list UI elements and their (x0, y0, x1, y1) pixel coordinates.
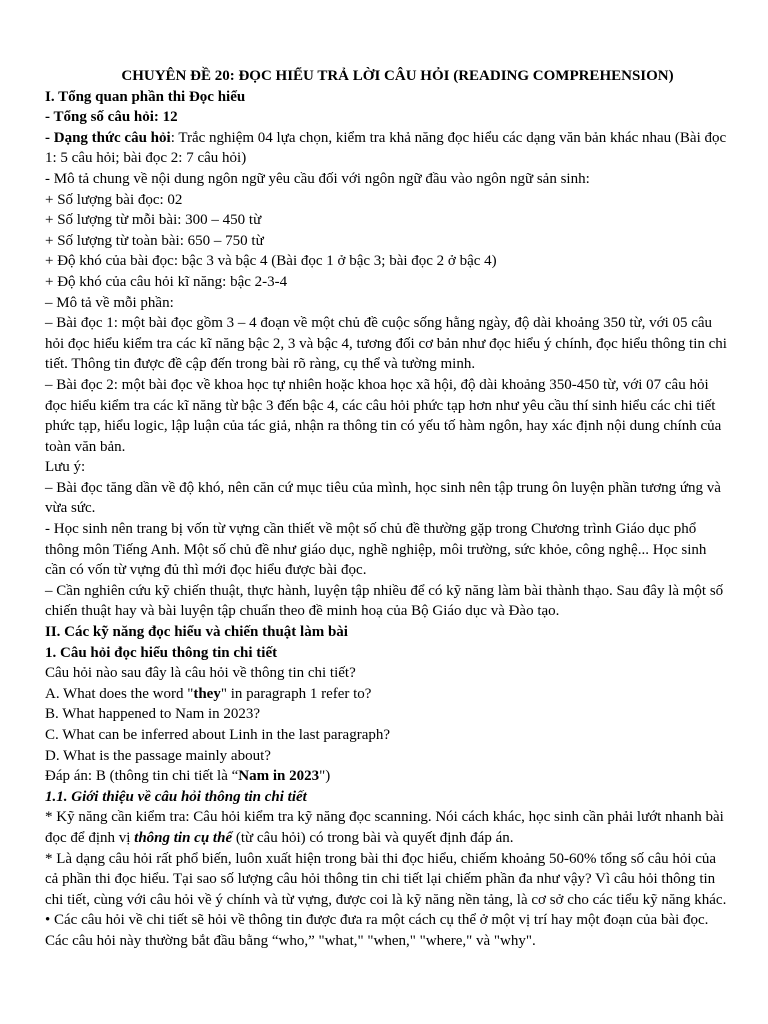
subsection-heading-intro: 1.1. Giới thiệu về câu hỏi thông tin chi tiết (45, 788, 307, 805)
question-type-paragraph (45, 128, 728, 169)
option-a-text: A. What does the word " (45, 685, 194, 702)
option-a (45, 684, 728, 705)
general-description: - Mô tả chung về nội dung ngôn ngữ yêu cầu đối với ngôn ngữ đầu vào ngôn ngữ sản sinh: (45, 170, 590, 187)
spec-item: + Độ khó của bài đọc: bậc 3 và bậc 4 (Bài đọc 1 ở bậc 3; bài đọc 2 ở bậc 4) (45, 253, 497, 270)
question-type-text: : Trắc nghiệm 04 lựa chọn, kiểm tra khả năng đọc hiểu các dạng văn bản khác nhau (Bài đọc 1: 5 câu hỏi; bài đọc 2: 7 câu hỏi) (45, 129, 727, 167)
detail-paragraph: • Các câu hỏi về chi tiết sẽ hỏi về thông tin được đưa ra một cách cụ thể ở một vị trí hay một đoạn của bài đọc. Các câu hỏi này thường bắt đầu bằng “who,” "what," "when," "where," và "why". (45, 912, 709, 949)
section-heading-overview: I. Tổng quan phần thi Đọc hiểu (45, 88, 246, 105)
answer-text: Đáp án: B (thông tin chi tiết là “ (45, 768, 239, 785)
parts-description: – Mô tả về mỗi phần: (45, 294, 174, 311)
answer-text-end: ") (319, 768, 331, 785)
skill-text-end: (từ câu hỏi) có trong bài và quyết định đáp án. (232, 829, 514, 846)
total-questions: - Tổng số câu hỏi: 12 (45, 109, 178, 126)
option-a-text-end: " in paragraph 1 refer to? (220, 685, 372, 702)
note-item: – Cần nghiên cứu kỹ chiến thuật, thực hành, luyện tập nhiều để có kỹ năng làm bài thành thạo. Sau đây là một số chiến thuật hay và bài luyện tập chuẩn theo đề minh hoạ của Bộ Giáo dục và Đào tạo. (45, 582, 724, 620)
section-heading-skills: II. Các kỹ năng đọc hiểu và chiến thuật làm bài (45, 624, 348, 641)
question-type-label: - Dạng thức câu hỏi (45, 129, 171, 146)
note-label: Lưu ý: (45, 459, 86, 476)
note-item: - Học sinh nên trang bị vốn từ vựng cần thiết về một số chủ đề thường gặp trong Chương trình Giáo dục phổ thông môn Tiếng Anh. Một số chủ đề như giáo dục, nghề nghiệp, môi trường, sức khỏe, công nghệ... Học sinh cần có vốn từ vựng đủ thì mới đọc hiểu được bài đọc. (45, 521, 707, 579)
option-a-keyword: they (193, 685, 221, 702)
common-paragraph: * Là dạng câu hỏi rất phổ biến, luôn xuất hiện trong bài thi đọc hiểu, chiếm khoảng 50-60% tổng số câu hỏi của cả phần thi đọc hiểu. Tại sao số lượng câu hỏi thông tin chi tiết lại chiếm phần đa như vậy? Vì câu hỏi thông tin chi tiết, cùng với câu hỏi về ý chính và từ vựng, được coi là kỹ năng nền tảng, là cơ sở cho các tiểu kỹ năng khác. (45, 850, 727, 908)
skill-paragraph (45, 807, 728, 848)
spec-item: + Độ khó của câu hỏi kĩ năng: bậc 2-3-4 (45, 273, 288, 290)
option-b: B. What happened to Nam in 2023? (45, 706, 261, 723)
option-c: C. What can be inferred about Linh in the last paragraph? (45, 727, 391, 743)
reading-2-description: – Bài đọc 2: một bài đọc về khoa học tự nhiên hoặc khoa học xã hội, độ dài khoảng 350-450 từ, với 07 câu hỏi đọc hiểu kiểm tra các kĩ năng từ bậc 3 đến bậc 4, các câu hỏi phức tạp hơn như yêu cầu thí sinh hiểu các chi tiết phức tạp, hiểu logic, lập luận của tác giả, nhận ra thông tin có yếu tố hàm ngôn, hay xác định nội dung chính của toàn văn bản. (45, 376, 722, 455)
subsection-heading-detail: 1. Câu hỏi đọc hiểu thông tin chi tiết (45, 644, 278, 661)
option-d: D. What is the passage mainly about? (45, 747, 271, 764)
question-prompt: Câu hỏi nào sau đây là câu hỏi về thông tin chi tiết? (45, 665, 356, 682)
document-title: CHUYÊN ĐỀ 20: ĐỌC HIỂU TRẢ LỜI CÂU HỎI (READING COMPREHENSION) (121, 68, 674, 84)
skill-text: * Kỹ năng cần kiểm tra: Câu hỏi kiểm tra kỹ năng đọc scanning. Nói cách khác, học sinh cần phải lướt nhanh bài đọc để định vị (45, 809, 724, 846)
spec-item: + Số lượng từ mỗi bài: 300 – 450 từ (45, 212, 262, 229)
reading-1-description: – Bài đọc 1: một bài đọc gồm 3 – 4 đoạn về một chủ đề cuộc sống hằng ngày, độ dài khoảng 350 từ, với 05 câu hỏi đọc hiểu kiểm tra các kĩ năng bậc 2, 3 và bậc 4, tương đối cơ bản như đọc hiểu ý chính, đọc hiểu thông tin chi tiết. Thông tin được đề cập đến trong bài rõ ràng, cụ thể và tường minh. (45, 315, 727, 373)
spec-item: + Số lượng từ toàn bài: 650 – 750 từ (45, 232, 264, 249)
spec-item: + Số lượng bài đọc: 02 (45, 191, 183, 208)
note-item: – Bài đọc tăng dần về độ khó, nên căn cứ mục tiêu của mình, học sinh nên tập trung ôn luyện phần tương ứng và vừa sức. (45, 479, 721, 517)
answer-line (45, 766, 728, 787)
skill-keyword: thông tin cụ thể (134, 829, 233, 846)
answer-keyword: Nam in 2023 (238, 768, 320, 785)
